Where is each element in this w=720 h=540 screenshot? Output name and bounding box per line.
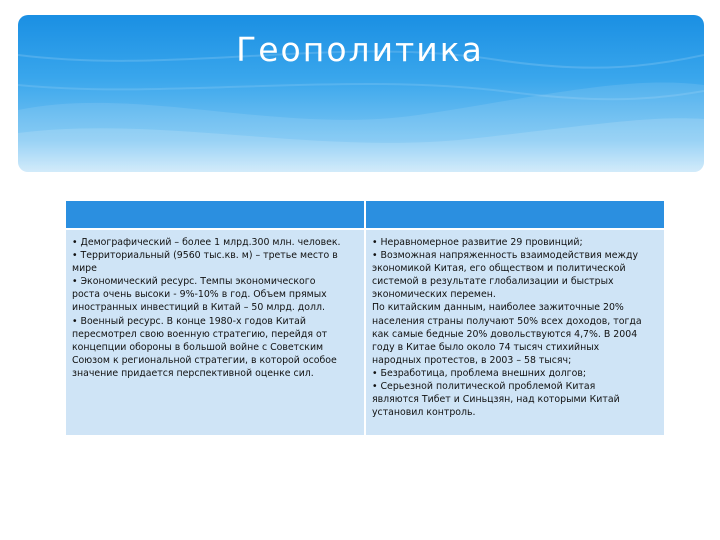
list-item: концепции обороны в большой войне с Советским: [72, 341, 324, 353]
list-item: народных протестов, в 2003 – 58 тысяч;: [372, 354, 572, 366]
list-item: году в Китае было около 74 тысяч стихийных: [372, 341, 600, 353]
list-item: роста очень высоки - 9%-10% в год. Объем прямых: [72, 289, 327, 301]
list-item: являются Тибет и Синьцзян, над которыми Китай: [372, 394, 620, 406]
list-item: • Серьезной политической проблемой Китая: [372, 381, 596, 393]
list-item: • Военный ресурс. В конце 1980-х годов Китай: [72, 315, 306, 327]
comparison-table: [66, 201, 664, 435]
list-item: как самые бедные 20% довольствуются 4,7%. В 2004: [372, 328, 638, 340]
list-item: • Экономический ресурс. Темпы экономического: [72, 276, 316, 288]
table-cell-left: [66, 229, 365, 435]
list-item: • Возможная напряженность взаимодействия между: [372, 250, 639, 262]
list-item: значение придается перспективной оценке сил.: [72, 367, 314, 379]
list-item: пересмотрел свою военную стратегию, перейдя от: [72, 328, 328, 340]
list-item: экономических перемен.: [372, 289, 496, 301]
table-header-row: [66, 201, 664, 229]
slide-title: Геополитика: [236, 30, 484, 69]
list-item: • Территориальный (9560 тыс.кв. м) – третье место в: [72, 250, 338, 262]
list-item: мире: [72, 263, 97, 275]
list-item: • Неравномерное развитие 29 провинций;: [372, 237, 583, 248]
list-item: • Демографический – более 1 млрд.300 млн. человек.: [72, 237, 341, 248]
list-item: системой в результате глобализации и быстрых: [372, 276, 614, 288]
left-column-text: [66, 230, 364, 384]
table-cell-right: [365, 229, 664, 435]
list-item: По китайским данным, наиболее зажиточные 20%: [372, 302, 624, 314]
list-item: установил контроль.: [372, 407, 476, 419]
table-header-cell-right: [365, 201, 664, 229]
list-item: Союзом к региональной стратегии, в которой особое: [72, 354, 337, 366]
table-header-cell-left: [66, 201, 365, 229]
list-item: экономикой Китая, его обществом и политической: [372, 263, 626, 275]
table-row: [66, 229, 664, 435]
list-item: • Безработица, проблема внешних долгов;: [372, 367, 587, 379]
right-column-text: [366, 230, 664, 423]
list-item: иностранных инвестиций в Китай – 50 млрд. долл.: [72, 302, 325, 314]
list-item: населения страны получают 50% всех доходов, тогда: [372, 315, 642, 327]
